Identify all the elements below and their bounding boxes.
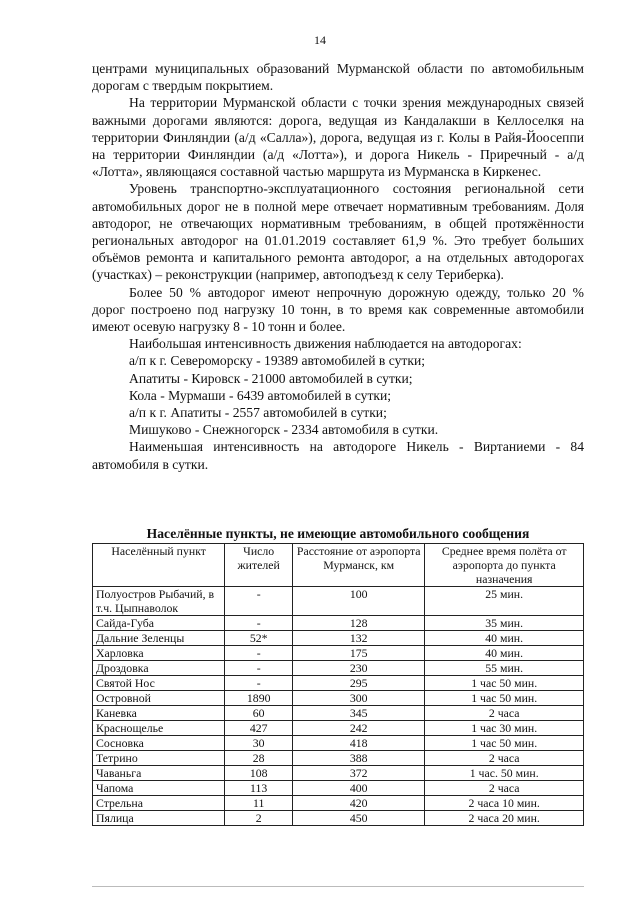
cell-distance: 345	[293, 706, 425, 721]
cell-distance: 100	[293, 587, 425, 616]
header-distance: Расстояние от аэропорта Мурманск, км	[293, 544, 425, 587]
cell-flight-time: 40 мин.	[425, 631, 584, 646]
cell-settlement: Краснощелье	[93, 721, 225, 736]
cell-flight-time: 1 час 50 мин.	[425, 676, 584, 691]
cell-settlement: Дальние Зеленцы	[93, 631, 225, 646]
cell-settlement: Сосновка	[93, 736, 225, 751]
cell-settlement: Полуостров Рыбачий, в т.ч. Цыпнаволок	[93, 587, 225, 616]
cell-distance: 450	[293, 811, 425, 826]
cell-flight-time: 2 часа 10 мин.	[425, 796, 584, 811]
road-item: Апатиты - Кировск - 21000 автомобилей в сутки;	[129, 370, 413, 386]
cell-population: 11	[225, 796, 293, 811]
cell-population: -	[225, 587, 293, 616]
cell-distance: 400	[293, 781, 425, 796]
header-population: Число жителей	[225, 544, 293, 587]
cell-settlement: Каневка	[93, 706, 225, 721]
cell-settlement: Дроздовка	[93, 661, 225, 676]
table-row	[93, 631, 584, 646]
cell-distance: 128	[293, 616, 425, 631]
cell-distance: 295	[293, 676, 425, 691]
road-item: Мишуково - Снежногорск - 2334 автомобиля в сутки.	[129, 422, 439, 438]
cell-settlement: Островной	[93, 691, 225, 706]
road-item: Кола - Мурмаши - 6439 автомобилей в сутки;	[129, 387, 392, 403]
table-row	[93, 587, 584, 616]
cell-flight-time: 2 часа	[425, 751, 584, 766]
cell-flight-time: 40 мин.	[425, 646, 584, 661]
cell-population: 108	[225, 766, 293, 781]
table-body	[93, 587, 584, 826]
cell-distance: 388	[293, 751, 425, 766]
table-row	[93, 691, 584, 706]
cell-population: -	[225, 616, 293, 631]
cell-flight-time: 1 час 50 мин.	[425, 736, 584, 751]
header-settlement: Населённый пункт	[93, 544, 225, 587]
cell-settlement: Чапома	[93, 781, 225, 796]
cell-flight-time: 2 часа	[425, 781, 584, 796]
table-row	[93, 706, 584, 721]
cell-settlement: Сайда-Губа	[93, 616, 225, 631]
table-title: Населённые пункты, не имеющие автомобильного сообщения	[146, 526, 530, 541]
cell-population: 30	[225, 736, 293, 751]
cell-flight-time: 1 час 30 мин.	[425, 721, 584, 736]
table-row	[93, 766, 584, 781]
cell-population: 60	[225, 706, 293, 721]
table-row	[93, 661, 584, 676]
body-text	[92, 60, 584, 473]
page-bottom-divider	[92, 886, 584, 887]
cell-population: -	[225, 646, 293, 661]
paragraph-intensity-intro: Наибольшая интенсивность движения наблюдается на автодорогах:	[129, 336, 522, 352]
table-row	[93, 811, 584, 826]
table-row	[93, 616, 584, 631]
paragraph-lowest-intensity: Наименьшая интенсивность на автодороге Никель - Виртаниеми - 84 автомобиля в сутки.	[92, 439, 584, 472]
cell-settlement: Стрельна	[93, 796, 225, 811]
cell-population: 52*	[225, 631, 293, 646]
road-item: а/п к г. Апатиты - 2557 автомобилей в сутки;	[129, 405, 387, 421]
cell-distance: 175	[293, 646, 425, 661]
cell-population: 28	[225, 751, 293, 766]
paragraph-road-load: Более 50 % автодорог имеют непрочную дорожную одежду, только 20 % дорог построено под нагрузку 10 тонн, в то время как современные автомобили имеют осевую нагрузку 8 - 10 тонн и более.	[92, 284, 584, 335]
cell-flight-time: 35 мин.	[425, 616, 584, 631]
road-item: а/п к г. Североморску - 19389 автомобилей в сутки;	[129, 353, 426, 369]
cell-population: 1890	[225, 691, 293, 706]
cell-flight-time: 2 часа	[425, 706, 584, 721]
paragraph-continuation: центрами муниципальных образований Мурманской области по автомобильным дорогам с твердым покрытием.	[92, 61, 584, 94]
cell-flight-time: 2 часа 20 мин.	[425, 811, 584, 826]
paragraph-international-roads: На территории Мурманской области с точки зрения международных связей важными дорогами являются: дорога, ведущая из Кандалакши в Келлоселкя на территории Финляндии (а/д «Салла»), дорога, ведущая из г. Колы в Райя-Йоосеппи на территории Финляндии (а/д «Лотта»), и дорога Никель - Приречный - а/д «Лотта», являющаяся составной частью маршрута из Мурманска в Киркенес.	[92, 95, 584, 180]
cell-distance: 372	[293, 766, 425, 781]
cell-flight-time: 1 час. 50 мин.	[425, 766, 584, 781]
cell-flight-time: 55 мин.	[425, 661, 584, 676]
cell-population: -	[225, 661, 293, 676]
cell-population: -	[225, 676, 293, 691]
table-row	[93, 676, 584, 691]
cell-distance: 420	[293, 796, 425, 811]
cell-distance: 300	[293, 691, 425, 706]
cell-flight-time: 25 мин.	[425, 587, 584, 616]
table-row	[93, 751, 584, 766]
cell-distance: 230	[293, 661, 425, 676]
cell-flight-time: 1 час 50 мин.	[425, 691, 584, 706]
header-flight-time: Среднее время полёта от аэропорта до пункта назначения	[425, 544, 584, 587]
table-row	[93, 736, 584, 751]
cell-settlement: Святой Нос	[93, 676, 225, 691]
table-row	[93, 646, 584, 661]
settlements-table	[92, 543, 584, 826]
cell-population: 113	[225, 781, 293, 796]
cell-distance: 242	[293, 721, 425, 736]
paragraph-road-condition: Уровень транспортно-эксплуатационного состояния региональной сети автомобильных дорог не в полной мере отвечает нормативным требованиям. Доля автодорог, не отвечающих нормативным требованиям, в общей протяжённости региональных автодорог на 01.01.2019 составляет 61,9 %. Это требует больших объёмов ремонта и капитального ремонта автодорог, а на отдельных автодорогах (участках) – реконструкции (например, автоподъезд к селу Териберка).	[92, 181, 584, 283]
cell-population: 427	[225, 721, 293, 736]
cell-population: 2	[225, 811, 293, 826]
table-row	[93, 781, 584, 796]
cell-settlement: Пялица	[93, 811, 225, 826]
table-row	[93, 796, 584, 811]
cell-distance: 418	[293, 736, 425, 751]
table-header-row	[93, 544, 584, 587]
cell-settlement: Харловка	[93, 646, 225, 661]
page-number: 14	[314, 33, 326, 47]
cell-settlement: Чаваньга	[93, 766, 225, 781]
table-row	[93, 721, 584, 736]
cell-settlement: Тетрино	[93, 751, 225, 766]
cell-distance: 132	[293, 631, 425, 646]
